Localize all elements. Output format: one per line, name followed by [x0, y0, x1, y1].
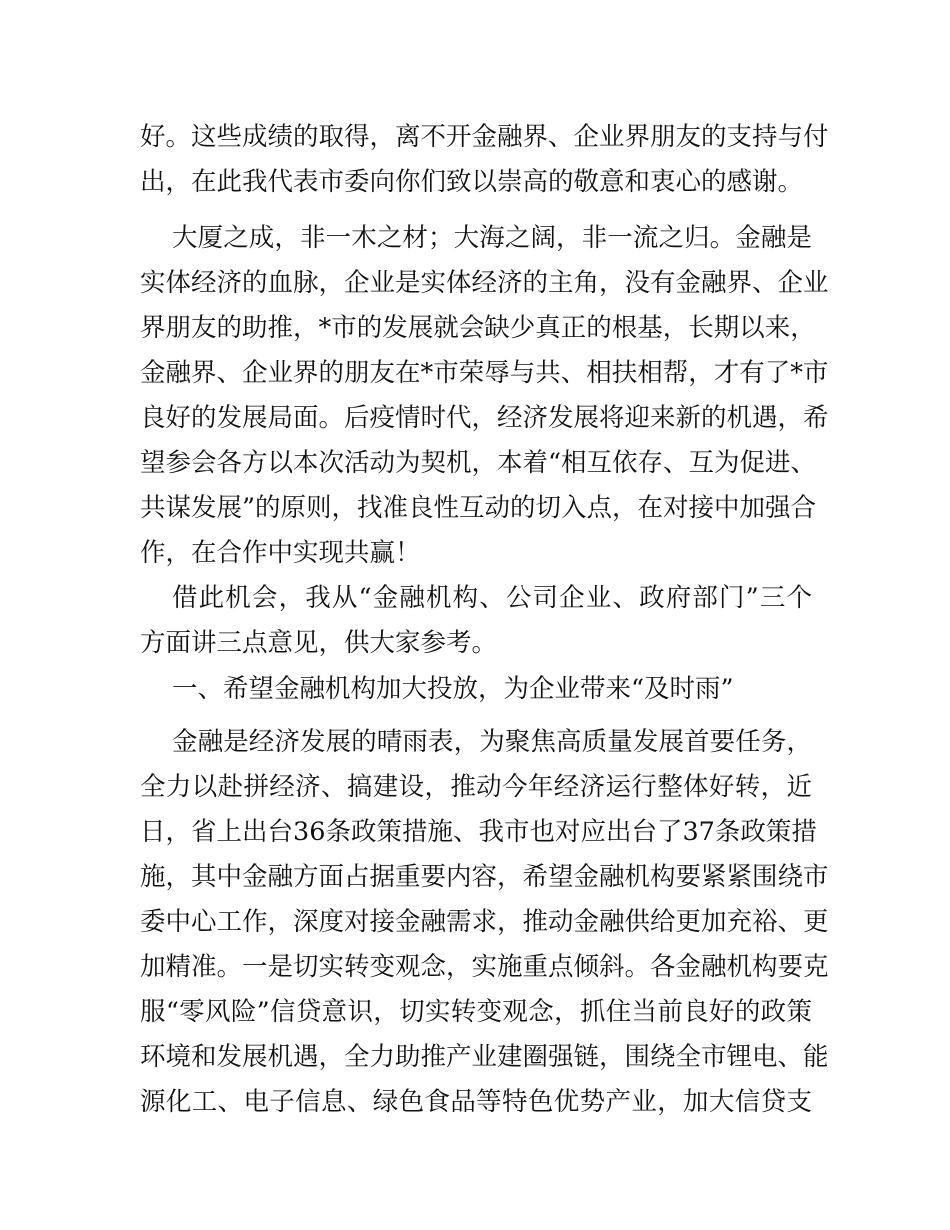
text-line: 服“零风险”信贷意识，切实转变观念，抓住当前良好的政策: [140, 997, 812, 1027]
paragraph-first-line: 大厦之成，非一木之材；大海之阔，非一流之归。金融是: [172, 223, 812, 253]
text-line: 界朋友的助推，*市的发展就会缺少真正的根基，长期以来，: [140, 313, 816, 343]
text-line: 施，其中金融方面占据重要内容，希望金融机构要紧紧围绕市: [140, 862, 829, 892]
section-heading: 一、希望金融机构加大投放，为企业带来“及时雨”: [172, 674, 734, 704]
paragraph-first-line: 借此机会，我从“金融机构、公司企业、政府部门”三个: [172, 583, 812, 613]
text-line: 好。这些成绩的取得，离不开金融界、企业界朋友的支持与付: [140, 122, 829, 152]
text-line: 日，省上出台36条政策措施、我市也对应出台了37条政策措: [140, 817, 817, 847]
text-line: 出，在此我代表市委向你们致以崇高的敬意和衷心的感谢。: [140, 167, 804, 197]
paragraph-first-line: 金融是经济发展的晴雨表，为聚焦高质量发展首要任务，: [172, 727, 812, 757]
text-line: 方面讲三点意见，供大家参考。: [140, 628, 498, 658]
text-line: 实体经济的血脉，企业是实体经济的主角，没有金融界、企业: [140, 268, 829, 298]
text-line: 作，在合作中实现共赢！: [140, 538, 421, 568]
text-line: 环境和发展机遇，全力助推产业建圈强链，围绕全市锂电、能: [140, 1042, 829, 1072]
text-line: 共谋发展”的原则，找准良性互动的切入点，在对接中加强合: [140, 493, 817, 523]
text-line: 加精准。一是切实转变观念，实施重点倾斜。各金融机构要克: [140, 952, 829, 982]
text-line: 良好的发展局面。后疫情时代，经济发展将迎来新的机遇，希: [140, 403, 829, 433]
text-line: 望参会各方以本次活动为契机，本着“相互依存、互为促进、: [140, 448, 817, 478]
text-line: 金融界、企业界的朋友在*市荣辱与共、相扶相帮，才有了*市: [140, 358, 829, 388]
text-line: 委中心工作，深度对接金融需求，推动金融供给更加充裕、更: [140, 907, 829, 937]
text-line: 源化工、电子信息、绿色食品等特色优势产业，加大信贷支: [140, 1087, 812, 1117]
text-line: 全力以赴拼经济、搞建设，推动今年经济运行整体好转，近: [140, 772, 812, 802]
